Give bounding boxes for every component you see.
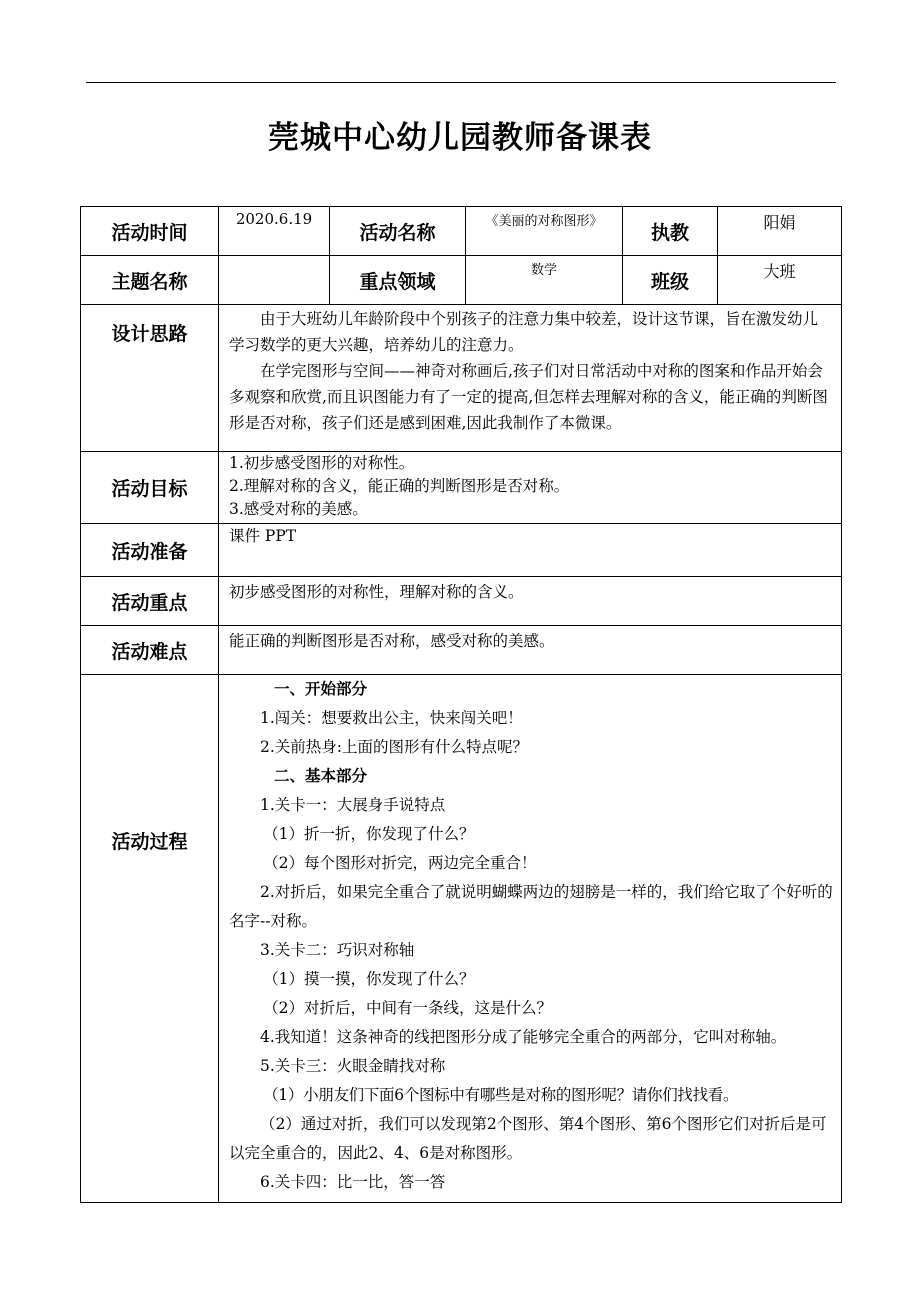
- process-line: 2.对折后，如果完全重合了就说明蝴蝶两边的翅膀是一样的，我们给它取了个好听的名字--对称。: [229, 883, 833, 930]
- goal-item: 2.理解对称的含义，能正确的判断图形是否对称。: [229, 477, 570, 495]
- row-activity-time: [81, 207, 842, 256]
- process-line: （2）每个图形对折完，两边完全重合！: [263, 854, 537, 872]
- label-activity-difficulty: 活动难点: [81, 626, 219, 675]
- value-activity-time: 2020.6.19: [219, 207, 330, 256]
- process-line: （1）小朋友们下面6个图标中有哪些是对称的图形呢？请你们找找看。: [263, 1086, 739, 1104]
- label-activity-key-point: 活动重点: [81, 577, 219, 626]
- label-design-idea: 设计思路: [81, 305, 219, 452]
- key-point-text: 初步感受图形的对称性，理解对称的含义。: [219, 577, 842, 626]
- process-line: （1）折一折，你发现了什么？: [263, 825, 475, 843]
- row-goals: [81, 452, 842, 524]
- label-activity-goals: 活动目标: [81, 452, 219, 524]
- activity-goals-list: [219, 452, 842, 524]
- value-class: 大班: [718, 256, 842, 305]
- preparation-text: 课件 PPT: [219, 524, 842, 577]
- value-teacher: 阳娟: [718, 207, 842, 256]
- design-paragraph: 由于大班幼儿年龄阶段中个别孩子的注意力集中较差，设计这节课，旨在激发幼儿学习数学的更大兴趣，培养幼儿的注意力。: [229, 310, 819, 354]
- section-heading: 一、开始部分: [273, 680, 367, 698]
- label-activity-name: 活动名称: [330, 207, 466, 256]
- label-activity-preparation: 活动准备: [81, 524, 219, 577]
- header-rule: [86, 82, 836, 83]
- row-key-point: [81, 577, 842, 626]
- label-activity-process: 活动过程: [81, 675, 219, 1203]
- activity-process-text: [219, 675, 842, 1203]
- label-class: 班级: [623, 256, 718, 305]
- label-theme-name: 主题名称: [81, 256, 219, 305]
- process-line: 1.关卡一：大展身手说特点: [260, 796, 446, 814]
- difficulty-text: 能正确的判断图形是否对称，感受对称的美感。: [219, 626, 842, 675]
- row-theme: [81, 256, 842, 305]
- design-paragraph: 在学完图形与空间——神奇对称画后,孩子们对日常活动中对称的图案和作品开始会多观察和欣赏,而且识图能力有了一定的提高,但怎样去理解对称的含义，能正确的判断图形是否对称，孩子们还是感到困难,因此我制作了本微课。: [229, 362, 828, 432]
- goal-item: 1.初步感受图形的对称性。: [229, 454, 415, 472]
- goal-item: 3.感受对称的美感。: [229, 500, 368, 518]
- row-preparation: [81, 524, 842, 577]
- row-design: [81, 305, 842, 452]
- process-line: 2.关前热身:上面的图形有什么特点呢？: [260, 738, 529, 756]
- row-process: [81, 675, 842, 1203]
- value-theme-name: [219, 256, 330, 305]
- value-activity-name: 《美丽的对称图形》: [466, 207, 623, 256]
- label-teacher: 执教: [623, 207, 718, 256]
- process-line: （2）对折后，中间有一条线，这是什么？: [263, 999, 552, 1017]
- label-key-domain: 重点领域: [330, 256, 466, 305]
- lesson-plan-table: [80, 206, 842, 1203]
- process-line: 4.我知道！这条神奇的线把图形分成了能够完全重合的两部分，它叫对称轴。: [260, 1028, 787, 1046]
- process-line: 3.关卡二：巧识对称轴: [260, 941, 415, 959]
- process-line: 1.闯关：想要救出公主，快来闯关吧！: [260, 709, 523, 727]
- process-line: 5.关卡三：火眼金睛找对称: [260, 1057, 446, 1075]
- design-idea-text: [219, 305, 842, 452]
- page-title: 莞城中心幼儿园教师备课表: [268, 120, 652, 156]
- section-heading: 二、基本部分: [273, 767, 367, 785]
- label-activity-time: 活动时间: [81, 207, 219, 256]
- process-line: （2）通过对折，我们可以发现第2个图形、第4个图形、第6个图形它们对折后是可以完全重合的，因此2、4、6是对称图形。: [229, 1115, 827, 1162]
- process-line: 6.关卡四：比一比，答一答: [260, 1173, 446, 1191]
- process-line: （1）摸一摸，你发现了什么？: [263, 970, 475, 988]
- value-key-domain: 数学: [466, 256, 623, 305]
- row-difficulty: [81, 626, 842, 675]
